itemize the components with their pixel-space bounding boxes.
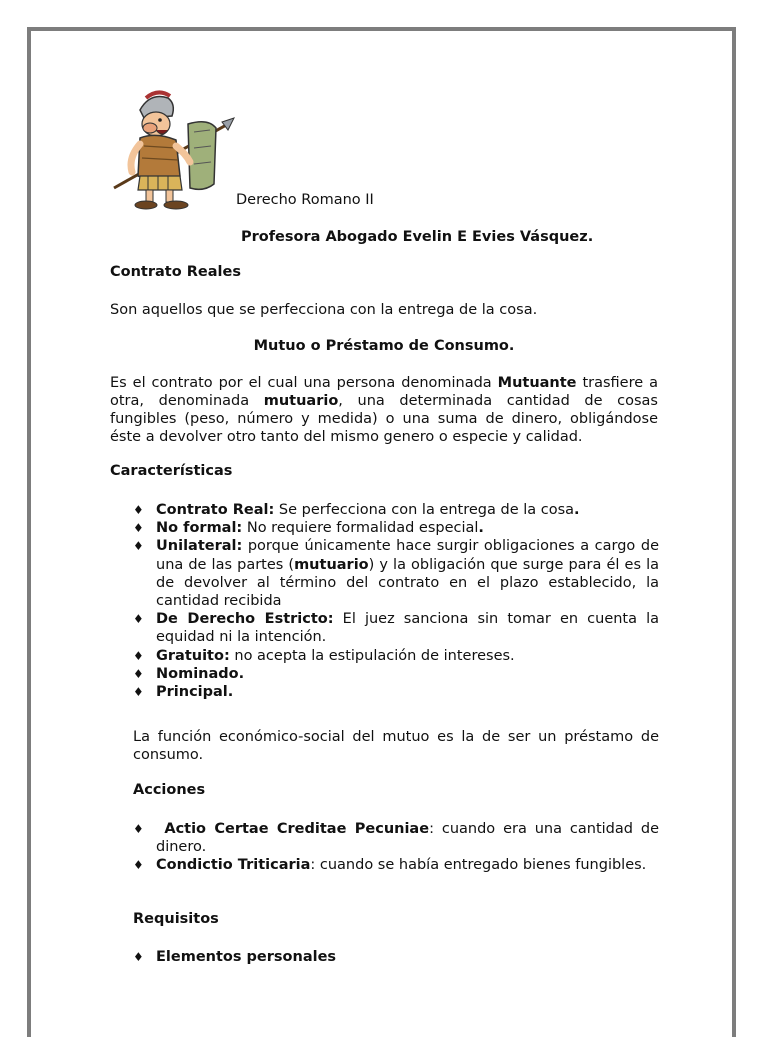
diamond-bullet-icon: ♦ bbox=[133, 612, 144, 627]
list-item: ♦ Condictio Triticaria: cuando se había entregado bienes fungibles. bbox=[133, 857, 647, 874]
course-title: Derecho Romano II bbox=[236, 192, 374, 208]
term-mutuante: Mutuante bbox=[497, 375, 577, 391]
heading-caracteristicas: Características bbox=[110, 463, 233, 479]
diamond-bullet-icon: ♦ bbox=[133, 503, 144, 517]
list-item: ♦ Contrato Real: Se perfecciona con la entrega de la cosa. bbox=[133, 502, 580, 518]
list-item: ♦ Elementos personales bbox=[133, 949, 337, 965]
acciones-list bbox=[133, 820, 659, 875]
diamond-bullet-icon: ♦ bbox=[133, 858, 144, 873]
caracteristicas-list bbox=[133, 501, 659, 701]
term-mutuario: mutuario bbox=[263, 393, 339, 409]
list-item: ♦ De Derecho Estricto: El juez sanciona sin tomar en cuenta la equidad ni la intención. bbox=[133, 611, 660, 646]
list-item: ♦ Nominado. bbox=[133, 665, 245, 682]
diamond-bullet-icon: ♦ bbox=[133, 539, 144, 554]
heading-mutuo: Mutuo o Préstamo de Consumo. bbox=[253, 338, 515, 354]
diamond-bullet-icon: ♦ bbox=[133, 950, 144, 964]
list-item: ♦ No formal: No requiere formalidad especial. bbox=[133, 520, 484, 537]
diamond-bullet-icon: ♦ bbox=[133, 648, 144, 663]
diamond-bullet-icon: ♦ bbox=[133, 685, 144, 700]
diamond-bullet-icon: ♦ bbox=[133, 521, 144, 536]
contratos-reales-definition: Son aquellos que se perfecciona con la entrega de la cosa. bbox=[110, 302, 538, 318]
list-item: ♦ Principal. bbox=[133, 684, 234, 701]
mutuo-definition: Es el contrato por el cual una persona denominada Mutuante trasfiere a otra, denominada mutuario, una determinada cantidad de cosas fungibles (peso, número y medida) o una suma de dinero, obligándose éste a devolver otro tanto del mismo genero o especie y calidad. bbox=[110, 375, 658, 445]
requisitos-list bbox=[133, 948, 659, 966]
roman-soldier-illustration bbox=[110, 88, 236, 210]
list-item: ♦ Gratuito: no acepta la estipulación de intereses. bbox=[133, 647, 515, 664]
funcion-economica-paragraph: La función económico-social del mutuo es la de ser un préstamo de consumo. bbox=[133, 729, 659, 763]
professor-name: Profesora Abogado Evelin E Evies Vásquez. bbox=[241, 229, 594, 245]
list-item: ♦ Unilateral: porque únicamente hace surgir obligaciones a cargo de una de las partes (mutuario) y la obligación que surge para él es la de devolver al término del contrato en el plazo establecido, la cantidad recibida bbox=[133, 538, 659, 610]
list-item: ♦ Actio Certae Creditae Pecuniae: cuando era una cantidad de dinero. bbox=[133, 821, 659, 856]
heading-acciones: Acciones bbox=[133, 782, 206, 798]
diamond-bullet-icon: ♦ bbox=[133, 822, 144, 836]
heading-contratos-reales: Contrato Reales bbox=[110, 264, 241, 280]
heading-requisitos: Requisitos bbox=[133, 911, 219, 927]
diamond-bullet-icon: ♦ bbox=[133, 666, 144, 681]
